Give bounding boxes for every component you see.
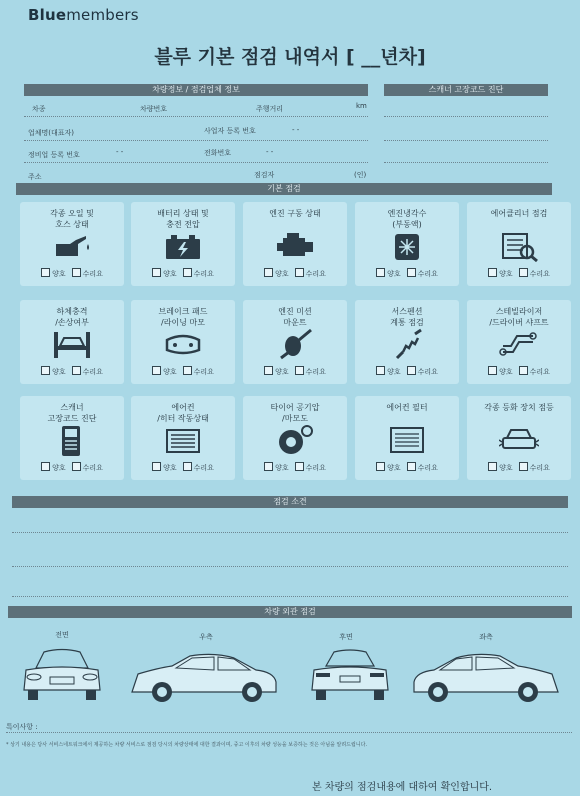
notes-label: 특이사항 : [6, 723, 38, 731]
opinion-line [12, 532, 568, 533]
view-rear-label: 후면 [339, 633, 353, 641]
engine-icon [275, 230, 315, 262]
opinion-header: 점검 소견 [12, 496, 568, 508]
good-checkbox[interactable] [41, 366, 50, 375]
ac-heater-icon [163, 424, 203, 456]
option-good[interactable] [488, 366, 513, 377]
good-label: 양호 [52, 270, 66, 278]
inspection-options [131, 462, 235, 473]
repair-label: 수리요 [529, 270, 550, 278]
inspection-item-label: 에어컨 필터 [386, 403, 428, 412]
inspection-item [20, 202, 124, 286]
inspection-item [131, 202, 235, 286]
inspection-options [467, 462, 571, 473]
repair-label: 수리요 [417, 270, 438, 278]
inspection-options [355, 268, 459, 279]
option-good[interactable] [152, 366, 177, 377]
repair-checkbox[interactable] [519, 462, 528, 471]
car-rear-view [310, 644, 390, 706]
car-front-view [22, 644, 102, 706]
inspection-item [355, 300, 459, 384]
ac-filter-icon [387, 424, 427, 456]
page-title: 블루 기본 점검 내역서 [ __년차] [154, 46, 426, 68]
good-checkbox[interactable] [488, 268, 497, 277]
good-label: 양호 [163, 368, 177, 376]
repair-label: 수리요 [82, 270, 103, 278]
scanner-line [384, 162, 548, 163]
repair-checkbox[interactable] [407, 462, 416, 471]
scanner-line [384, 116, 548, 117]
inspection-item [20, 300, 124, 384]
address-label: 주소 [28, 173, 42, 181]
inspection-options [20, 268, 124, 279]
brand-logo [28, 6, 139, 24]
option-good[interactable] [376, 268, 401, 279]
option-good[interactable] [264, 462, 289, 473]
good-label: 양호 [499, 464, 513, 472]
good-checkbox[interactable] [152, 462, 161, 471]
inspection-options [131, 268, 235, 279]
brake-pad-icon [163, 328, 203, 360]
inspection-item [467, 300, 571, 384]
repair-checkbox[interactable] [519, 268, 528, 277]
inspection-item-label: 엔진냉각수 (부동액) [387, 209, 427, 229]
good-checkbox[interactable] [264, 366, 273, 375]
suspension-icon [387, 328, 427, 360]
biz-no-dashes: - - [292, 126, 300, 134]
vehicle-info-header: 차량정보 / 점검업체 정보 [24, 84, 368, 96]
view-right-label: 우측 [199, 633, 213, 641]
inspection-options [20, 366, 124, 377]
mileage-label: 주행거리 [256, 105, 284, 113]
good-label: 양호 [275, 464, 289, 472]
option-repair[interactable] [519, 366, 550, 377]
repair-label: 수리요 [305, 270, 326, 278]
info-row-line [24, 162, 368, 163]
repair-checkbox[interactable] [407, 268, 416, 277]
air-cleaner-icon [499, 230, 539, 262]
inspection-item-label: 스테빌라이저 /드라이버 샤프트 [489, 307, 549, 327]
inspector-label: 점검자 [254, 171, 275, 179]
good-label: 양호 [52, 464, 66, 472]
good-checkbox[interactable] [488, 462, 497, 471]
coolant-icon [387, 230, 427, 262]
inspection-item [467, 202, 571, 286]
reg-no-label: 정비업 등록 번호 [28, 151, 80, 159]
repair-label: 수리요 [529, 368, 550, 376]
scanner-header: 스캐너 고장코드 진단 [384, 84, 548, 96]
inspection-options [243, 462, 347, 473]
car-right-view [128, 652, 280, 708]
footnote: * 상기 내용은 당사 서비스네트워크에서 제공하는 차량 서비스로 점검 당시의 차량상태에 대한 결과이며, 중고 이후의 차량 성능을 보증하는 것은 아님을 알려드립니다. [6, 742, 368, 748]
repair-checkbox[interactable] [183, 366, 192, 375]
inspection-item [243, 396, 347, 480]
repair-checkbox[interactable] [295, 366, 304, 375]
phone-label: 전화번호 [204, 149, 232, 157]
option-repair[interactable] [183, 366, 214, 377]
inspection-item-label: 서스펜션 계통 점검 [390, 307, 424, 327]
repair-label: 수리요 [305, 464, 326, 472]
repair-checkbox[interactable] [183, 268, 192, 277]
good-checkbox[interactable] [376, 268, 385, 277]
sign-label: (인) [354, 171, 367, 179]
logo-rest: members [66, 6, 139, 24]
good-label: 양호 [499, 270, 513, 278]
repair-checkbox[interactable] [295, 268, 304, 277]
inspection-options [355, 462, 459, 473]
notes-line [6, 732, 572, 733]
good-label: 양호 [275, 368, 289, 376]
info-row-line [24, 116, 368, 117]
repair-label: 수리요 [193, 368, 214, 376]
inspection-options [355, 366, 459, 377]
good-label: 양호 [163, 464, 177, 472]
option-repair[interactable] [295, 462, 326, 473]
good-checkbox[interactable] [41, 268, 50, 277]
good-checkbox[interactable] [41, 462, 50, 471]
inspection-item-label: 스캐너 고장코드 진단 [47, 403, 97, 423]
repair-label: 수리요 [82, 464, 103, 472]
good-checkbox[interactable] [488, 366, 497, 375]
biz-no-label: 사업자 등록 번호 [204, 127, 256, 135]
repair-label: 수리요 [417, 368, 438, 376]
option-repair[interactable] [72, 366, 103, 377]
confirm-statement: 본 차량의 점검내용에 대하여 확인합니다. [312, 782, 493, 793]
car-lights-icon [499, 424, 539, 456]
inspection-item-label: 하체충격 /손상여부 [55, 307, 89, 327]
inspection-item [131, 396, 235, 480]
engine-mount-icon [275, 328, 315, 360]
view-left-label: 좌측 [479, 633, 493, 641]
exterior-header: 차량 외관 점검 [8, 606, 572, 618]
option-good[interactable] [376, 366, 401, 377]
repair-label: 수리요 [529, 464, 550, 472]
info-row-line [24, 140, 368, 141]
inspection-item-label: 에어컨 /히터 작동상태 [157, 403, 209, 423]
repair-label: 수리요 [193, 270, 214, 278]
option-good[interactable] [41, 268, 66, 279]
tire-gauge-icon [275, 424, 315, 456]
repair-checkbox[interactable] [295, 462, 304, 471]
repair-label: 수리요 [82, 368, 103, 376]
good-checkbox[interactable] [376, 366, 385, 375]
good-checkbox[interactable] [152, 268, 161, 277]
repair-checkbox[interactable] [72, 366, 81, 375]
option-repair[interactable] [519, 268, 550, 279]
stabilizer-icon [499, 328, 539, 360]
option-repair[interactable] [407, 268, 438, 279]
scanner-line [384, 140, 548, 141]
basic-inspection-header: 기본 점검 [16, 183, 552, 195]
view-front-label: 전면 [55, 631, 69, 639]
repair-checkbox[interactable] [519, 366, 528, 375]
option-good[interactable] [152, 268, 177, 279]
inspection-item-label: 엔진 미션 마운트 [278, 307, 312, 327]
inspection-item-label: 에어클리너 점검 [490, 209, 548, 218]
option-repair[interactable] [295, 366, 326, 377]
option-repair[interactable] [407, 366, 438, 377]
inspection-options [131, 366, 235, 377]
oil-can-icon [52, 230, 92, 262]
opinion-line [12, 596, 568, 597]
good-checkbox[interactable] [264, 268, 273, 277]
option-repair[interactable] [183, 462, 214, 473]
option-good[interactable] [152, 462, 177, 473]
option-repair[interactable] [407, 462, 438, 473]
option-repair[interactable] [519, 462, 550, 473]
car-left-view [410, 652, 562, 708]
inspection-item-label: 엔진 구동 상태 [269, 209, 321, 218]
repair-checkbox[interactable] [183, 462, 192, 471]
good-label: 양호 [275, 270, 289, 278]
good-checkbox[interactable] [152, 366, 161, 375]
repair-checkbox[interactable] [72, 268, 81, 277]
inspection-item-label: 브레이크 패드 /라이닝 마모 [158, 307, 208, 327]
inspection-item [243, 300, 347, 384]
company-label: 업체명(대표자) [28, 129, 75, 137]
option-good[interactable] [41, 462, 66, 473]
repair-label: 수리요 [417, 464, 438, 472]
option-good[interactable] [264, 366, 289, 377]
plate-label: 차량번호 [140, 105, 168, 113]
repair-label: 수리요 [193, 464, 214, 472]
good-checkbox[interactable] [264, 462, 273, 471]
opinion-line [12, 566, 568, 567]
option-good[interactable] [488, 462, 513, 473]
inspection-item-label: 각종 등화 장치 점등 [484, 403, 554, 412]
inspection-item [355, 202, 459, 286]
km-label: km [356, 102, 367, 110]
good-label: 양호 [499, 368, 513, 376]
repair-checkbox[interactable] [72, 462, 81, 471]
car-lift-icon [52, 328, 92, 360]
logo-bold: Blue [28, 6, 67, 24]
inspection-item [355, 396, 459, 480]
option-repair[interactable] [72, 462, 103, 473]
inspection-item [20, 396, 124, 480]
repair-label: 수리요 [305, 368, 326, 376]
inspection-options [467, 268, 571, 279]
good-label: 양호 [163, 270, 177, 278]
inspection-options [20, 462, 124, 473]
car-type-label: 차종 [32, 105, 46, 113]
good-checkbox[interactable] [376, 462, 385, 471]
inspection-options [243, 268, 347, 279]
option-good[interactable] [376, 462, 401, 473]
inspection-item [131, 300, 235, 384]
inspection-options [467, 366, 571, 377]
inspection-item-label: 배터리 상태 및 충전 전압 [157, 209, 209, 229]
inspection-options [243, 366, 347, 377]
option-good[interactable] [264, 268, 289, 279]
scanner-icon [52, 424, 92, 456]
good-label: 양호 [387, 464, 401, 472]
inspection-item [467, 396, 571, 480]
option-repair[interactable] [183, 268, 214, 279]
option-good[interactable] [41, 366, 66, 377]
inspection-item [243, 202, 347, 286]
battery-icon [163, 230, 203, 262]
good-label: 양호 [52, 368, 66, 376]
option-repair[interactable] [72, 268, 103, 279]
option-good[interactable] [488, 268, 513, 279]
inspection-item-label: 타이어 공기압 /마모도 [270, 403, 320, 423]
inspection-item-label: 각종 오일 및 호스 상태 [50, 209, 94, 229]
repair-checkbox[interactable] [407, 366, 416, 375]
phone-dashes: - - [266, 148, 274, 156]
good-label: 양호 [387, 270, 401, 278]
reg-dashes: - - [116, 148, 124, 156]
good-label: 양호 [387, 368, 401, 376]
option-repair[interactable] [295, 268, 326, 279]
